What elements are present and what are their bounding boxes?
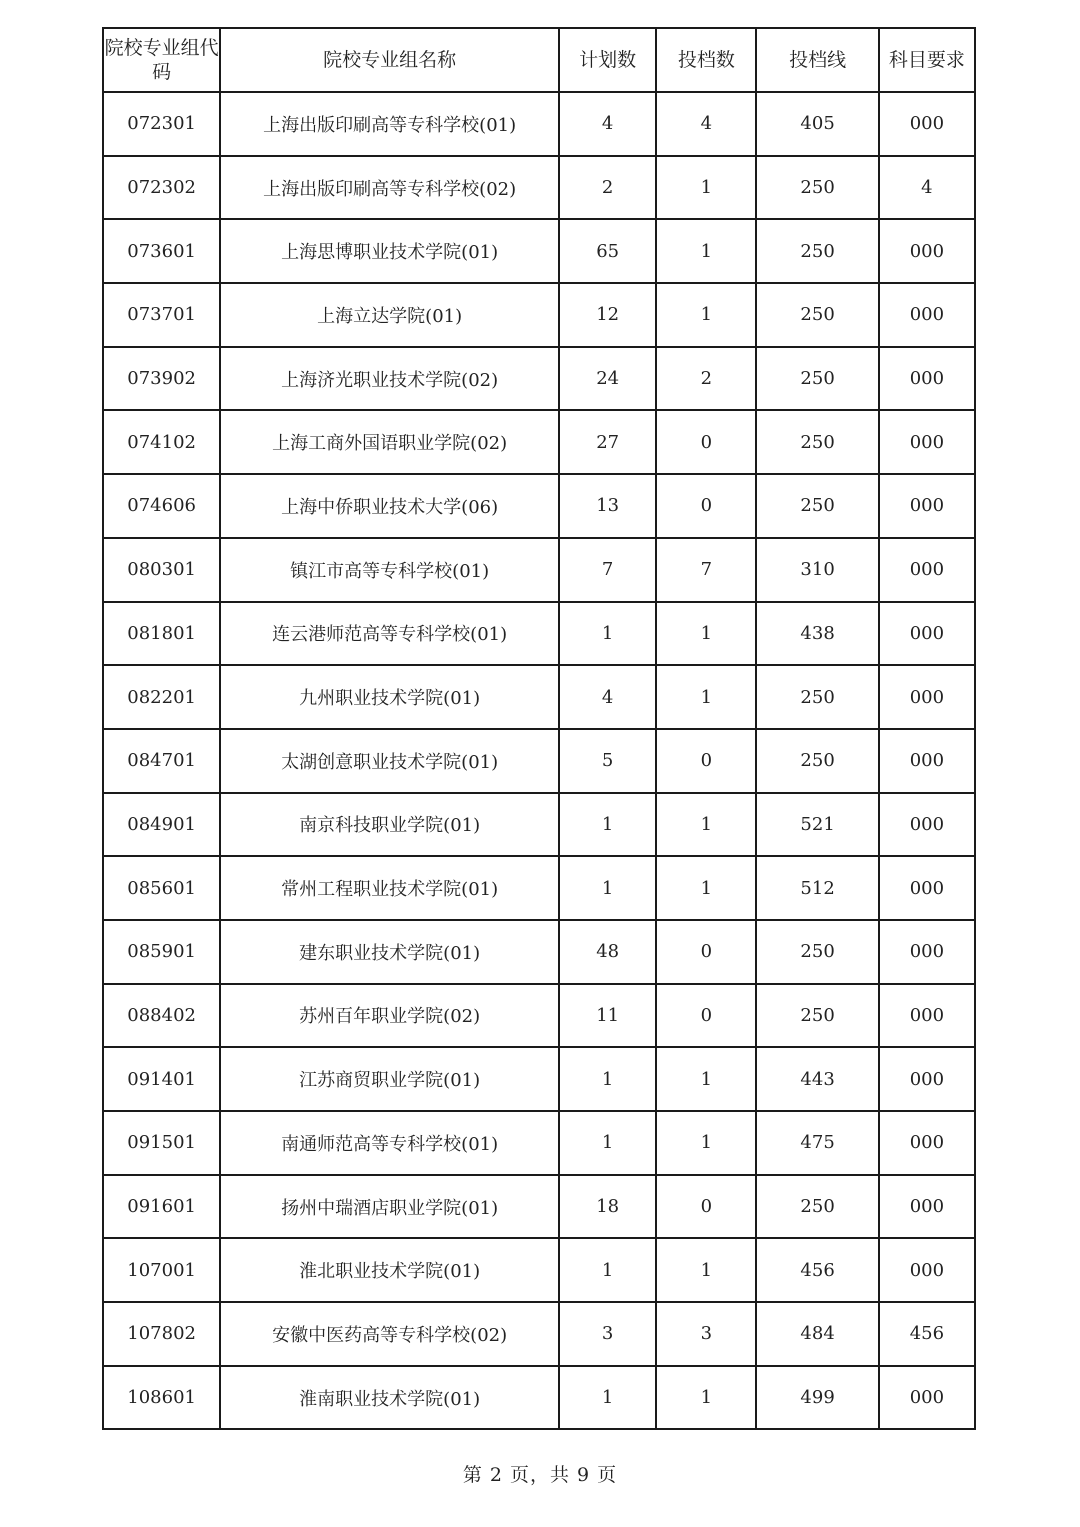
cell-filed: 1 xyxy=(656,283,756,347)
cell-code: 091401 xyxy=(103,1047,220,1111)
header-row xyxy=(103,28,975,92)
cell-req: 000 xyxy=(879,793,975,857)
cell-line: 250 xyxy=(756,219,878,283)
cell-filed: 1 xyxy=(656,856,756,920)
cell-line: 250 xyxy=(756,410,878,474)
cell-code: 074102 xyxy=(103,410,220,474)
cell-req: 000 xyxy=(879,347,975,411)
header-plan: 计划数 xyxy=(559,28,656,92)
cell-req: 000 xyxy=(879,1366,975,1430)
cell-filed: 0 xyxy=(656,1175,756,1239)
cell-req: 000 xyxy=(879,1175,975,1239)
table-row xyxy=(103,410,975,474)
cell-name: 上海出版印刷高等专科学校(02) xyxy=(220,156,559,220)
cell-name: 上海工商外国语职业学院(02) xyxy=(220,410,559,474)
cell-name: 扬州中瑞酒店职业学院(01) xyxy=(220,1175,559,1239)
table-row xyxy=(103,1175,975,1239)
cell-code: 088402 xyxy=(103,984,220,1048)
cell-req: 456 xyxy=(879,1302,975,1366)
cell-code: 084701 xyxy=(103,729,220,793)
cell-name: 建东职业技术学院(01) xyxy=(220,920,559,984)
cell-plan: 3 xyxy=(559,1302,656,1366)
cell-line: 250 xyxy=(756,474,878,538)
cell-req: 000 xyxy=(879,984,975,1048)
table-row xyxy=(103,347,975,411)
cell-plan: 13 xyxy=(559,474,656,538)
cell-line: 443 xyxy=(756,1047,878,1111)
table-row xyxy=(103,1111,975,1175)
cell-plan: 5 xyxy=(559,729,656,793)
cell-line: 499 xyxy=(756,1366,878,1430)
cell-name: 上海立达学院(01) xyxy=(220,283,559,347)
cell-line: 250 xyxy=(756,984,878,1048)
cell-name: 南京科技职业学院(01) xyxy=(220,793,559,857)
cell-name: 安徽中医药高等专科学校(02) xyxy=(220,1302,559,1366)
cell-req: 000 xyxy=(879,856,975,920)
header-line: 投档线 xyxy=(756,28,878,92)
cell-filed: 1 xyxy=(656,219,756,283)
cell-code: 074606 xyxy=(103,474,220,538)
cell-req: 000 xyxy=(879,1111,975,1175)
cell-code: 085901 xyxy=(103,920,220,984)
cell-plan: 1 xyxy=(559,1238,656,1302)
cell-filed: 0 xyxy=(656,984,756,1048)
cell-filed: 1 xyxy=(656,793,756,857)
cell-name: 上海出版印刷高等专科学校(01) xyxy=(220,92,559,156)
table-row xyxy=(103,665,975,729)
cell-code: 073902 xyxy=(103,347,220,411)
table-row xyxy=(103,538,975,602)
table-header xyxy=(103,28,975,92)
table-row xyxy=(103,793,975,857)
cell-filed: 3 xyxy=(656,1302,756,1366)
cell-plan: 2 xyxy=(559,156,656,220)
cell-filed: 0 xyxy=(656,920,756,984)
cell-name: 上海思博职业技术学院(01) xyxy=(220,219,559,283)
cell-code: 072302 xyxy=(103,156,220,220)
table-row xyxy=(103,729,975,793)
table-row xyxy=(103,283,975,347)
cell-req: 000 xyxy=(879,219,975,283)
table-row xyxy=(103,1047,975,1111)
cell-line: 484 xyxy=(756,1302,878,1366)
cell-plan: 11 xyxy=(559,984,656,1048)
cell-filed: 0 xyxy=(656,410,756,474)
cell-filed: 1 xyxy=(656,1238,756,1302)
cell-filed: 1 xyxy=(656,602,756,666)
cell-plan: 7 xyxy=(559,538,656,602)
header-filed: 投档数 xyxy=(656,28,756,92)
cell-line: 250 xyxy=(756,283,878,347)
cell-req: 000 xyxy=(879,1047,975,1111)
cell-req: 000 xyxy=(879,538,975,602)
cell-line: 512 xyxy=(756,856,878,920)
cell-line: 250 xyxy=(756,920,878,984)
cell-filed: 1 xyxy=(656,1366,756,1430)
cell-code: 091501 xyxy=(103,1111,220,1175)
cell-req: 000 xyxy=(879,920,975,984)
cell-name: 淮北职业技术学院(01) xyxy=(220,1238,559,1302)
cell-req: 000 xyxy=(879,92,975,156)
cell-plan: 18 xyxy=(559,1175,656,1239)
cell-req: 000 xyxy=(879,1238,975,1302)
cell-line: 310 xyxy=(756,538,878,602)
cell-plan: 1 xyxy=(559,1047,656,1111)
cell-code: 084901 xyxy=(103,793,220,857)
header-req: 科目要求 xyxy=(879,28,975,92)
admission-table xyxy=(102,27,976,1430)
cell-code: 073601 xyxy=(103,219,220,283)
cell-line: 250 xyxy=(756,1175,878,1239)
cell-code: 081801 xyxy=(103,602,220,666)
cell-req: 000 xyxy=(879,665,975,729)
cell-req: 000 xyxy=(879,729,975,793)
cell-code: 085601 xyxy=(103,856,220,920)
table-row xyxy=(103,856,975,920)
table-row xyxy=(103,219,975,283)
cell-filed: 2 xyxy=(656,347,756,411)
cell-name: 南通师范高等专科学校(01) xyxy=(220,1111,559,1175)
cell-filed: 0 xyxy=(656,474,756,538)
table-row xyxy=(103,602,975,666)
cell-name: 太湖创意职业技术学院(01) xyxy=(220,729,559,793)
cell-code: 107802 xyxy=(103,1302,220,1366)
cell-plan: 1 xyxy=(559,856,656,920)
header-code: 院校专业组代码 xyxy=(103,28,220,92)
cell-plan: 1 xyxy=(559,1111,656,1175)
cell-plan: 12 xyxy=(559,283,656,347)
cell-req: 000 xyxy=(879,474,975,538)
cell-code: 080301 xyxy=(103,538,220,602)
cell-name: 九州职业技术学院(01) xyxy=(220,665,559,729)
table-row xyxy=(103,1366,975,1430)
cell-line: 521 xyxy=(756,793,878,857)
cell-line: 250 xyxy=(756,347,878,411)
table-row xyxy=(103,984,975,1048)
cell-name: 江苏商贸职业学院(01) xyxy=(220,1047,559,1111)
cell-code: 107001 xyxy=(103,1238,220,1302)
cell-name: 镇江市高等专科学校(01) xyxy=(220,538,559,602)
cell-name: 连云港师范高等专科学校(01) xyxy=(220,602,559,666)
cell-line: 250 xyxy=(756,729,878,793)
header-name: 院校专业组名称 xyxy=(220,28,559,92)
table-row xyxy=(103,1302,975,1366)
cell-filed: 1 xyxy=(656,665,756,729)
cell-plan: 4 xyxy=(559,665,656,729)
cell-req: 000 xyxy=(879,602,975,666)
cell-filed: 4 xyxy=(656,92,756,156)
cell-line: 250 xyxy=(756,156,878,220)
cell-filed: 1 xyxy=(656,156,756,220)
cell-filed: 7 xyxy=(656,538,756,602)
cell-plan: 1 xyxy=(559,793,656,857)
cell-line: 456 xyxy=(756,1238,878,1302)
cell-name: 淮南职业技术学院(01) xyxy=(220,1366,559,1430)
table-body xyxy=(103,92,975,1429)
cell-req: 4 xyxy=(879,156,975,220)
cell-line: 250 xyxy=(756,665,878,729)
cell-code: 108601 xyxy=(103,1366,220,1430)
cell-line: 438 xyxy=(756,602,878,666)
cell-name: 苏州百年职业学院(02) xyxy=(220,984,559,1048)
cell-plan: 65 xyxy=(559,219,656,283)
cell-plan: 1 xyxy=(559,602,656,666)
cell-name: 上海济光职业技术学院(02) xyxy=(220,347,559,411)
cell-filed: 0 xyxy=(656,729,756,793)
cell-name: 上海中侨职业技术大学(06) xyxy=(220,474,559,538)
cell-filed: 1 xyxy=(656,1047,756,1111)
cell-code: 073701 xyxy=(103,283,220,347)
table-row xyxy=(103,1238,975,1302)
cell-req: 000 xyxy=(879,410,975,474)
table-row xyxy=(103,474,975,538)
cell-plan: 1 xyxy=(559,1366,656,1430)
cell-name: 常州工程职业技术学院(01) xyxy=(220,856,559,920)
cell-code: 091601 xyxy=(103,1175,220,1239)
cell-plan: 4 xyxy=(559,92,656,156)
cell-req: 000 xyxy=(879,283,975,347)
table-row xyxy=(103,92,975,156)
cell-filed: 1 xyxy=(656,1111,756,1175)
cell-plan: 24 xyxy=(559,347,656,411)
cell-plan: 48 xyxy=(559,920,656,984)
table-row xyxy=(103,156,975,220)
page-footer: 第 2 页，共 9 页 xyxy=(462,1464,618,1486)
cell-line: 405 xyxy=(756,92,878,156)
cell-plan: 27 xyxy=(559,410,656,474)
cell-code: 072301 xyxy=(103,92,220,156)
table-row xyxy=(103,920,975,984)
cell-line: 475 xyxy=(756,1111,878,1175)
cell-code: 082201 xyxy=(103,665,220,729)
